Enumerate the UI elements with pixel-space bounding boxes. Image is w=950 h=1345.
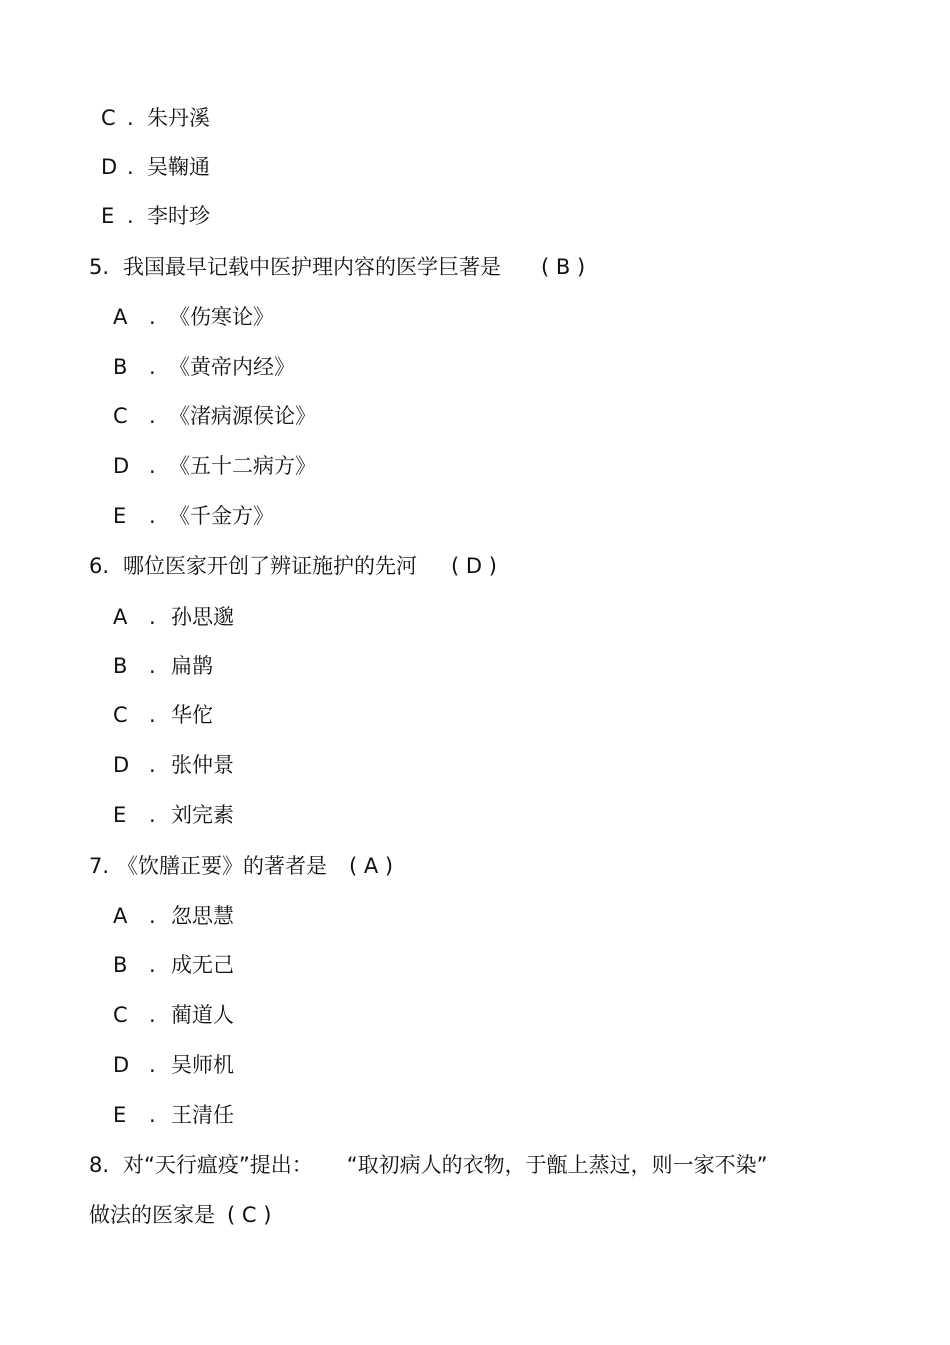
option-dot: . <box>149 654 156 678</box>
option-dot: . <box>149 605 156 629</box>
q6-option-b <box>113 652 213 680</box>
question-number: 7. <box>89 854 110 878</box>
q7-option-c <box>113 1001 234 1029</box>
option-letter: E <box>113 1103 127 1127</box>
q7-option-e <box>113 1101 234 1129</box>
option-e <box>101 202 210 230</box>
answer-key: ( B ) <box>541 255 586 279</box>
option-letter: E <box>113 504 127 528</box>
question-7 <box>89 852 393 880</box>
option-letter: E <box>101 204 115 228</box>
option-text: 刘完素 <box>171 803 234 827</box>
option-dot: . <box>149 404 156 428</box>
option-dot: . <box>149 753 156 777</box>
q5-option-c <box>113 402 316 430</box>
q6-option-a <box>113 603 234 631</box>
question-text-part2: “取初病人的衣物，于甑上蒸过，则一家不染” <box>346 1153 768 1177</box>
option-dot: . <box>149 904 156 928</box>
option-dot: . <box>149 703 156 727</box>
option-text: 《千金方》 <box>169 504 274 528</box>
option-letter: B <box>113 953 128 977</box>
q5-option-b <box>113 353 295 381</box>
option-text: 李时珍 <box>147 204 210 228</box>
q5-option-d <box>113 452 316 480</box>
question-number: 5. <box>89 255 110 279</box>
option-text: 成无己 <box>171 953 234 977</box>
option-dot: . <box>149 355 156 379</box>
option-text: 《五十二病方》 <box>169 454 316 478</box>
option-dot: . <box>149 953 156 977</box>
option-dot: . <box>149 1053 156 1077</box>
answer-key: ( C ) <box>227 1203 272 1227</box>
option-letter: C <box>113 703 128 727</box>
option-letter: C <box>113 404 128 428</box>
q5-option-e <box>113 502 274 530</box>
option-letter: E <box>113 803 127 827</box>
option-dot: . <box>149 1103 156 1127</box>
option-text: 《渚病源侯论》 <box>169 404 316 428</box>
q5-option-a <box>113 303 274 331</box>
option-dot: . <box>127 155 134 179</box>
option-dot: . <box>149 803 156 827</box>
q6-option-d <box>113 751 234 779</box>
answer-key: ( D ) <box>451 554 497 578</box>
option-text: 朱丹溪 <box>147 106 210 130</box>
option-dot: . <box>149 504 156 528</box>
option-dot: . <box>149 305 156 329</box>
question-text: 《饮膳正要》的著者是 <box>117 854 327 878</box>
question-text: 我国最早记载中医护理内容的医学巨著是 <box>123 255 501 279</box>
option-letter: D <box>113 1053 130 1077</box>
option-text: 王清任 <box>171 1103 234 1127</box>
q7-option-d <box>113 1051 234 1079</box>
option-text: 吴鞠通 <box>147 155 210 179</box>
q7-option-b <box>113 951 234 979</box>
q6-option-c <box>113 701 213 729</box>
option-text: 孙思邈 <box>171 605 234 629</box>
option-dot: . <box>149 1003 156 1027</box>
option-text: 蔺道人 <box>171 1003 234 1027</box>
option-letter: A <box>113 305 128 329</box>
option-letter: B <box>113 355 128 379</box>
option-letter: C <box>101 106 116 130</box>
option-text: 《黄帝内经》 <box>169 355 295 379</box>
question-text-line2: 做法的医家是 <box>89 1203 215 1227</box>
q6-option-e <box>113 801 234 829</box>
option-letter: D <box>113 454 130 478</box>
q7-option-a <box>113 902 234 930</box>
option-text: 忽思慧 <box>171 904 234 928</box>
question-5 <box>89 253 585 281</box>
option-d <box>101 153 210 181</box>
option-letter: D <box>101 155 118 179</box>
option-text: 吴师机 <box>171 1053 234 1077</box>
option-letter: C <box>113 1003 128 1027</box>
question-6 <box>89 552 497 580</box>
question-number: 8. <box>89 1153 110 1177</box>
question-number: 6. <box>89 554 110 578</box>
option-text: 张仲景 <box>171 753 234 777</box>
option-text: 华佗 <box>171 703 213 727</box>
answer-key: ( A ) <box>349 854 394 878</box>
option-text: 《伤寒论》 <box>169 305 274 329</box>
option-dot: . <box>127 204 134 228</box>
option-letter: A <box>113 605 128 629</box>
option-letter: D <box>113 753 130 777</box>
question-text-part1: 对“天行瘟疫”提出： <box>123 1153 313 1177</box>
option-dot: . <box>149 454 156 478</box>
question-text: 哪位医家开创了辨证施护的先河 <box>123 554 417 578</box>
option-text: 扁鹊 <box>171 654 213 678</box>
option-letter: A <box>113 904 128 928</box>
option-letter: B <box>113 654 128 678</box>
question-8 <box>89 1151 768 1179</box>
option-c <box>101 104 210 132</box>
question-8-continued <box>89 1201 271 1229</box>
option-dot: . <box>127 106 134 130</box>
